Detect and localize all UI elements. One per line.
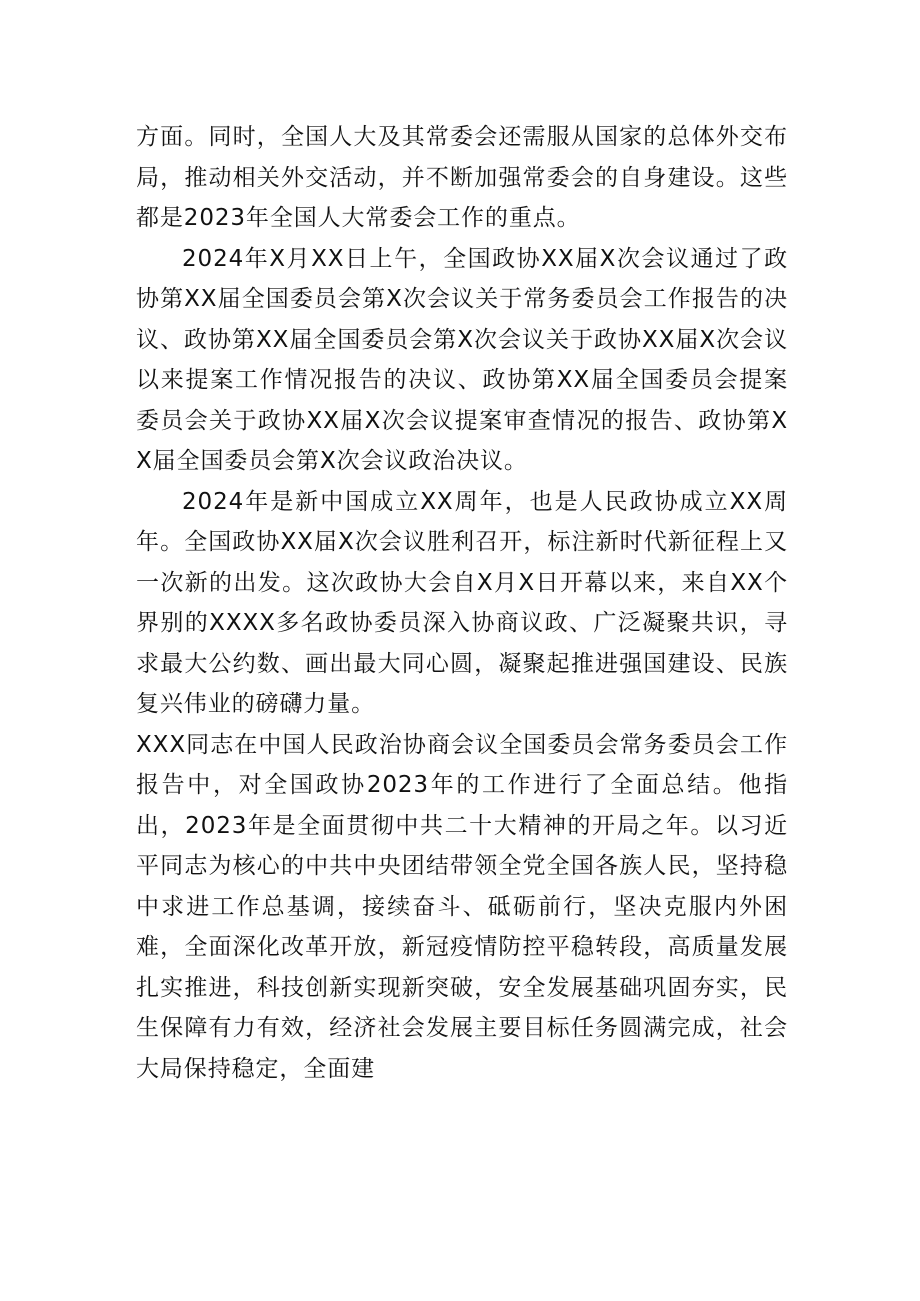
paragraph-cppcc-resolutions: 2024年X月XX日上午，全国政协XX届X次会议通过了政协第XX届全国委员会第X次会议关于常务委员会工作报告的决议、政协第XX届全国委员会第X次会议关于政协XX届X次会议以来提案工作情况报告的决议、政协第XX届全国委员会提案委员会关于政协XX届X次会议提案审查情况的报告、政协第XX届全国委员会第X次会议政治决议。	[136, 245, 789, 474]
paragraph-cppcc-anniversary: 2024年是新中国成立XX周年，也是人民政协成立XX周年。全国政协XX届X次会议胜利召开，标注新时代新征程上又一次新的出发。这次政协大会自X月X日开幕以来，来自XX个界别的XXXX多名政协委员深入协商议政、广泛凝聚共识，寻求最大公约数、画出最大同心圆，凝聚起推进强国建设、民族复兴伟业的磅礴力量。	[136, 488, 788, 717]
paragraph-continuation: 方面。同时，全国人大及其常委会还需服从国家的总体外交布局，推动相关外交活动，并不断加强常委会的自身建设。这些都是2023年全国人大常委会工作的重点。	[136, 124, 788, 231]
paragraph-work-report-summary: XXX同志在中国人民政治协商会议全国委员会常务委员会工作报告中，对全国政协2023年的工作进行了全面总结。他指出，2023年是全面贯彻中共二十大精神的开局之年。以习近平同志为核心的中共中央团结带领全党全国各族人民，坚持稳中求进工作总基调，接续奋斗、砥砺前行，坚决克服内外困难，全面深化改革开放，新冠疫情防控平稳转段，高质量发展扎实推进，科技创新实现新突破，安全发展基础巩固夯实，民生保障有力有效，经济社会发展主要目标任务圆满完成，社会大局保持稳定，全面建	[136, 731, 788, 1082]
document-body	[136, 117, 788, 1089]
